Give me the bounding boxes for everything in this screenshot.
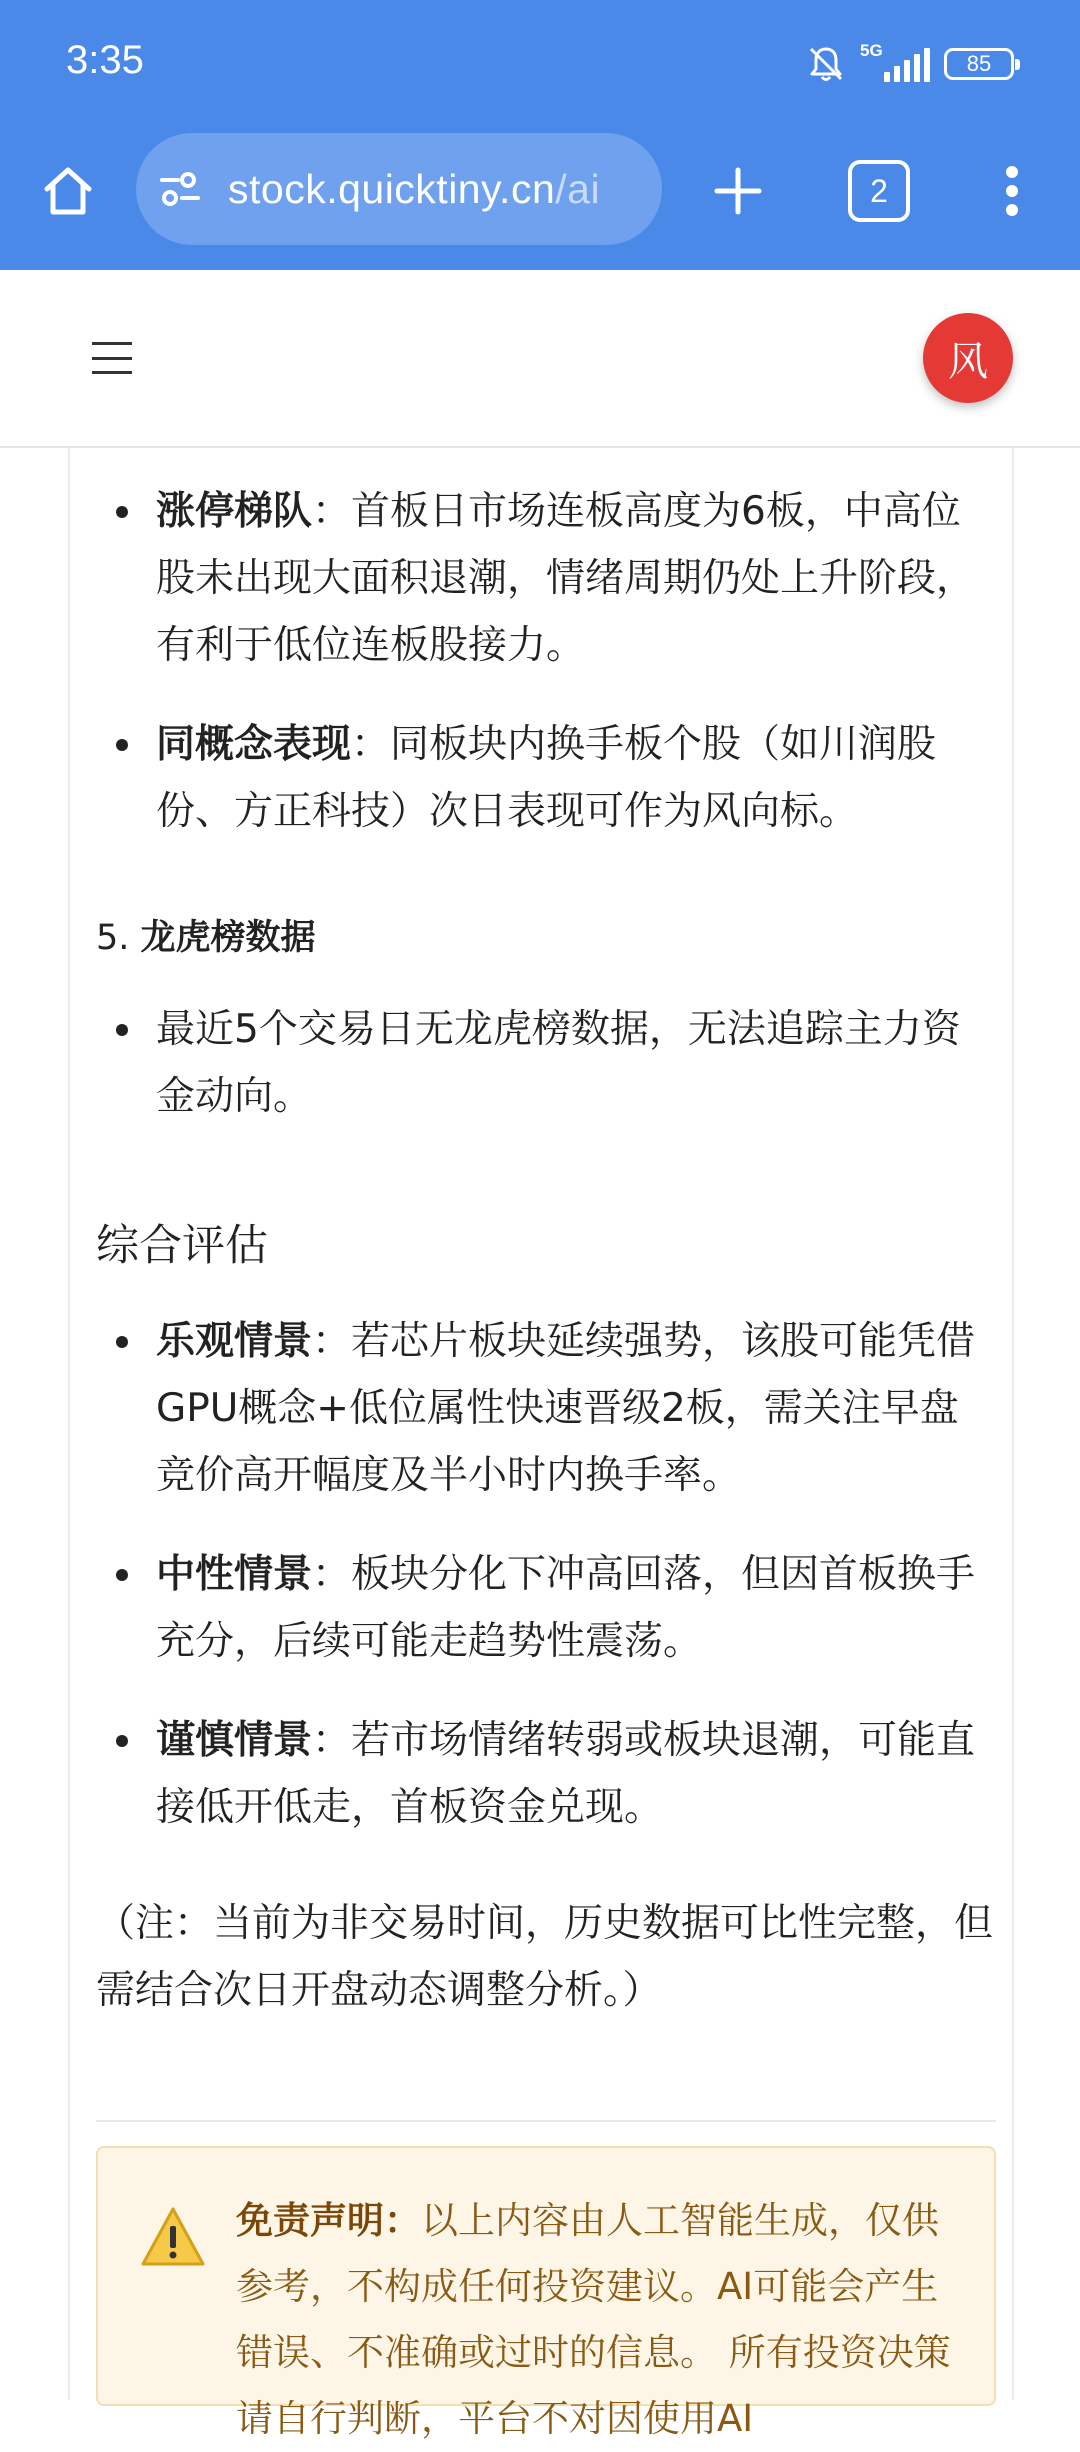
- more-menu-button[interactable]: [980, 157, 1044, 225]
- tune-icon[interactable]: [158, 167, 202, 211]
- browser-toolbar: [0, 130, 1080, 270]
- battery-level: 85: [966, 51, 992, 76]
- list-scenarios: [96, 1308, 996, 1841]
- status-icons: [806, 40, 1014, 88]
- item-text: 若芯片板块延续强势，该股可能凭借GPU概念+低位属性快速晋级2板，需关注早盘竞价高开幅度及半小时内换手率。: [156, 1319, 976, 1498]
- list-item: 谨慎情景：若市场情绪转弱或板块退潮，可能直接低开低走，首板资金兑现。: [96, 1707, 996, 1841]
- url-path: /ai: [555, 165, 601, 212]
- list-item: 中性情景：板块分化下冲高回落，但因首板换手充分，后续可能走趋势性震荡。: [96, 1541, 996, 1675]
- bell-off-icon: [806, 44, 846, 84]
- list-item: 乐观情景：若芯片板块延续强势，该股可能凭借GPU概念+低位属性快速晋级2板，需关注早盘竞价高开幅度及半小时内换手率。: [96, 1308, 996, 1509]
- status-time: 3:35: [66, 38, 144, 82]
- item-label: 乐观情景: [156, 1319, 313, 1364]
- url-host: stock.quicktiny.cn: [228, 165, 556, 212]
- site-header: [0, 270, 1080, 448]
- list-dragon-tiger: [96, 996, 996, 1130]
- list-item: [96, 996, 996, 1130]
- summary-heading: 综合评估: [96, 1221, 268, 1271]
- url-text: [228, 166, 600, 213]
- tabs-button[interactable]: [848, 160, 910, 222]
- item-label: 中性情景: [156, 1552, 313, 1597]
- list-item: 涨停梯队：首板日市场连板高度为6板，中高位股未出现大面积退潮，情绪周期仍处上升阶段，有利于低位连板股接力。: [96, 478, 996, 679]
- battery-icon: [944, 48, 1014, 80]
- warning-icon: [140, 2206, 206, 2268]
- item-text: 若市场情绪转弱或板块退潮，可能直接低开低走，首板资金兑现。: [156, 1718, 976, 1830]
- hamburger-menu-icon[interactable]: [92, 338, 132, 378]
- divider: [96, 2120, 996, 2122]
- disclaimer-label: 免责声明：: [236, 2199, 421, 2242]
- note-text: （注：当前为非交易时间，历史数据可比性完整，但需结合次日开盘动态调整分析。）: [96, 1901, 994, 2013]
- browser-chrome: [0, 0, 1080, 270]
- article-card: [68, 448, 1014, 2440]
- disclaimer-box: [96, 2146, 996, 2440]
- item-text: 板块分化下冲高回落，但因首板换手充分，后续可能走趋势性震荡。: [156, 1552, 976, 1664]
- address-bar[interactable]: [136, 133, 662, 245]
- new-tab-button[interactable]: [704, 157, 772, 225]
- item-text: 首板日市场连板高度为6板，中高: [351, 489, 922, 534]
- section-heading: 5. 龙虎榜数据: [96, 918, 316, 958]
- signal-icon: 5G: [860, 42, 930, 86]
- avatar[interactable]: 风: [923, 313, 1013, 403]
- item-text: 最近5个交易日无龙虎榜数据，无法追踪主力资金动向。: [156, 1007, 961, 1119]
- item-text: 同板块内换手板个股（如川润: [390, 722, 898, 767]
- list-item: 同概念表现：同板块内换手板个股（如川润股份、方正科技）次日表现可作为风向标。: [96, 711, 996, 845]
- list-limit-up: [96, 478, 996, 845]
- item-label: 同概念表现: [156, 722, 352, 767]
- item-label: 谨慎情景: [156, 1718, 313, 1763]
- more-vert-icon: [1002, 165, 1022, 217]
- home-icon: [39, 162, 97, 220]
- plus-icon: [713, 166, 763, 216]
- tabs-icon: 2: [870, 172, 888, 209]
- item-label: 涨停梯队: [156, 489, 313, 534]
- status-bar: [0, 0, 1080, 130]
- home-button[interactable]: [34, 157, 102, 225]
- disclaimer-text: 免责声明：以上内容由人工智能生成，仅供参考，不构成任何投资建议。AI可能会产生错误、不准确或过时的信息。 所有投资决策请自行判断，平台不对因使用AI: [236, 2199, 951, 2440]
